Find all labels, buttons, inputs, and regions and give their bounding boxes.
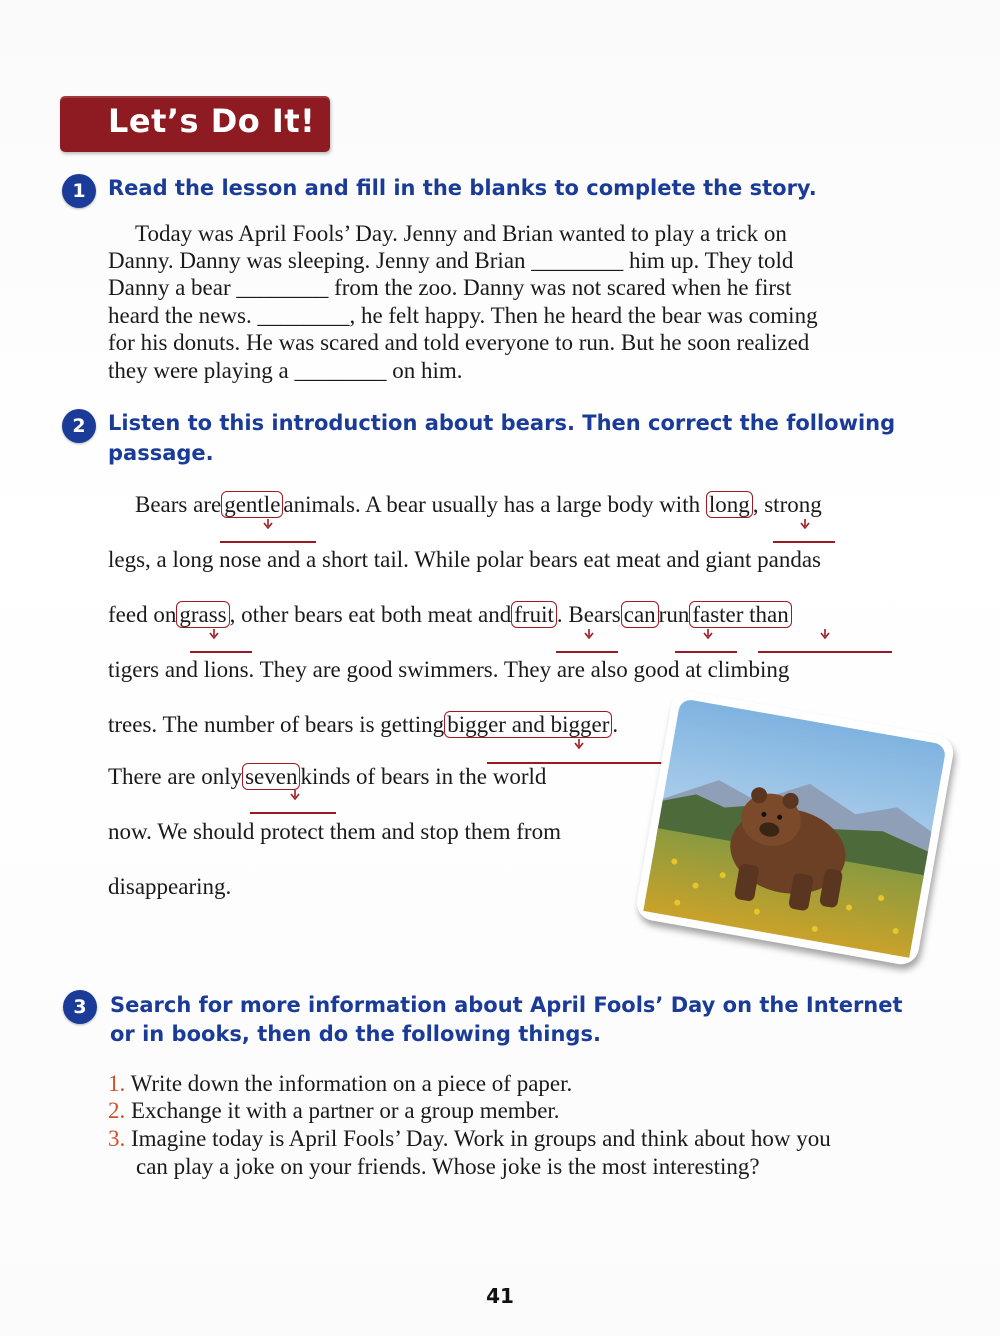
page-number: 41 [486, 1284, 514, 1308]
down-arrow-icon [703, 629, 713, 639]
error-word-box: grass [176, 601, 229, 628]
error-word-box: bigger and bigger [444, 711, 612, 738]
section-2-badge: 2 [62, 409, 96, 443]
down-arrow-icon [290, 790, 300, 800]
story-line: Today was April Fools’ Day. Jenny and Brian wanted to play a trick on [135, 221, 787, 246]
story-line: heard the news. ________, he felt happy. Then he heard the bear was coming [108, 303, 818, 328]
passage-line: disappearing. [108, 874, 232, 899]
correction-blank[interactable] [220, 541, 316, 543]
story-line: Danny. Danny was sleeping. Jenny and Brian ________ him up. They told [108, 248, 794, 273]
story-line: for his donuts. He was scared and told everyone to run. But he soon realized [108, 330, 810, 355]
banner-title: Let’s Do It! [108, 102, 316, 140]
section-1-instruction: Read the lesson and fill in the blanks to complete the story. [108, 176, 817, 200]
error-word-box: gentle [221, 491, 283, 518]
story-line: Danny a bear ________ from the zoo. Danny was not scared when he first [108, 275, 792, 300]
bear-photo-image [634, 689, 956, 967]
list-item: 1. Write down the information on a piece of paper. [108, 1071, 573, 1096]
correction-blank[interactable] [190, 651, 252, 653]
passage-line: trees. The number of bears is getting bigger and bigger . [108, 712, 619, 737]
down-arrow-icon [574, 739, 584, 749]
list-item: 2. Exchange it with a partner or a group member. [108, 1098, 560, 1123]
passage-line: There are only seven kinds of bears in the world [108, 764, 547, 789]
passage-line: feed on grass , other bears eat both meat and fruit . Bears can run faster than [108, 602, 792, 628]
section-2-instruction-line1: Listen to this introduction about bears. Then correct the following [108, 411, 896, 435]
correction-blank[interactable] [556, 651, 618, 653]
error-word-box: fruit [511, 601, 557, 628]
correction-blank[interactable] [758, 651, 892, 653]
down-arrow-icon [209, 629, 219, 639]
list-item: 3. Imagine today is April Fools’ Day. Work in groups and think about how you [108, 1126, 831, 1151]
correction-blank[interactable] [250, 812, 336, 814]
section-2-instruction-line2: passage. [108, 441, 214, 465]
list-item-continuation: can play a joke on your friends. Whose joke is the most interesting? [136, 1154, 760, 1179]
down-arrow-icon [820, 629, 830, 639]
down-arrow-icon [584, 629, 594, 639]
section-banner [60, 96, 330, 152]
correction-blank[interactable] [675, 651, 737, 653]
correction-blank[interactable] [773, 541, 835, 543]
bear-photo [634, 689, 956, 967]
passage-line: now. We should protect them and stop them from [108, 819, 561, 844]
passage-line: Bears are gentle animals. A bear usually has a large body with long , strong [135, 492, 822, 517]
section-3-instruction-line2: or in books, then do the following things. [110, 1022, 601, 1046]
section-1-badge: 1 [62, 174, 96, 208]
down-arrow-icon [800, 519, 810, 529]
down-arrow-icon [263, 519, 273, 529]
passage-line: legs, a long nose and a short tail. While polar bears eat meat and giant pandas [108, 547, 821, 572]
error-word-box: faster than [689, 601, 791, 628]
story-line: they were playing a ________ on him. [108, 358, 463, 383]
error-word-box: long [706, 491, 753, 518]
error-word-box: seven [242, 763, 300, 790]
error-word-box: can [621, 601, 659, 628]
section-3-badge: 3 [63, 990, 97, 1024]
section-3-instruction-line1: Search for more information about April Fools’ Day on the Internet [110, 993, 903, 1017]
passage-line: tigers and lions. They are good swimmers. They are also good at climbing [108, 657, 790, 682]
correction-blank[interactable] [487, 762, 675, 764]
